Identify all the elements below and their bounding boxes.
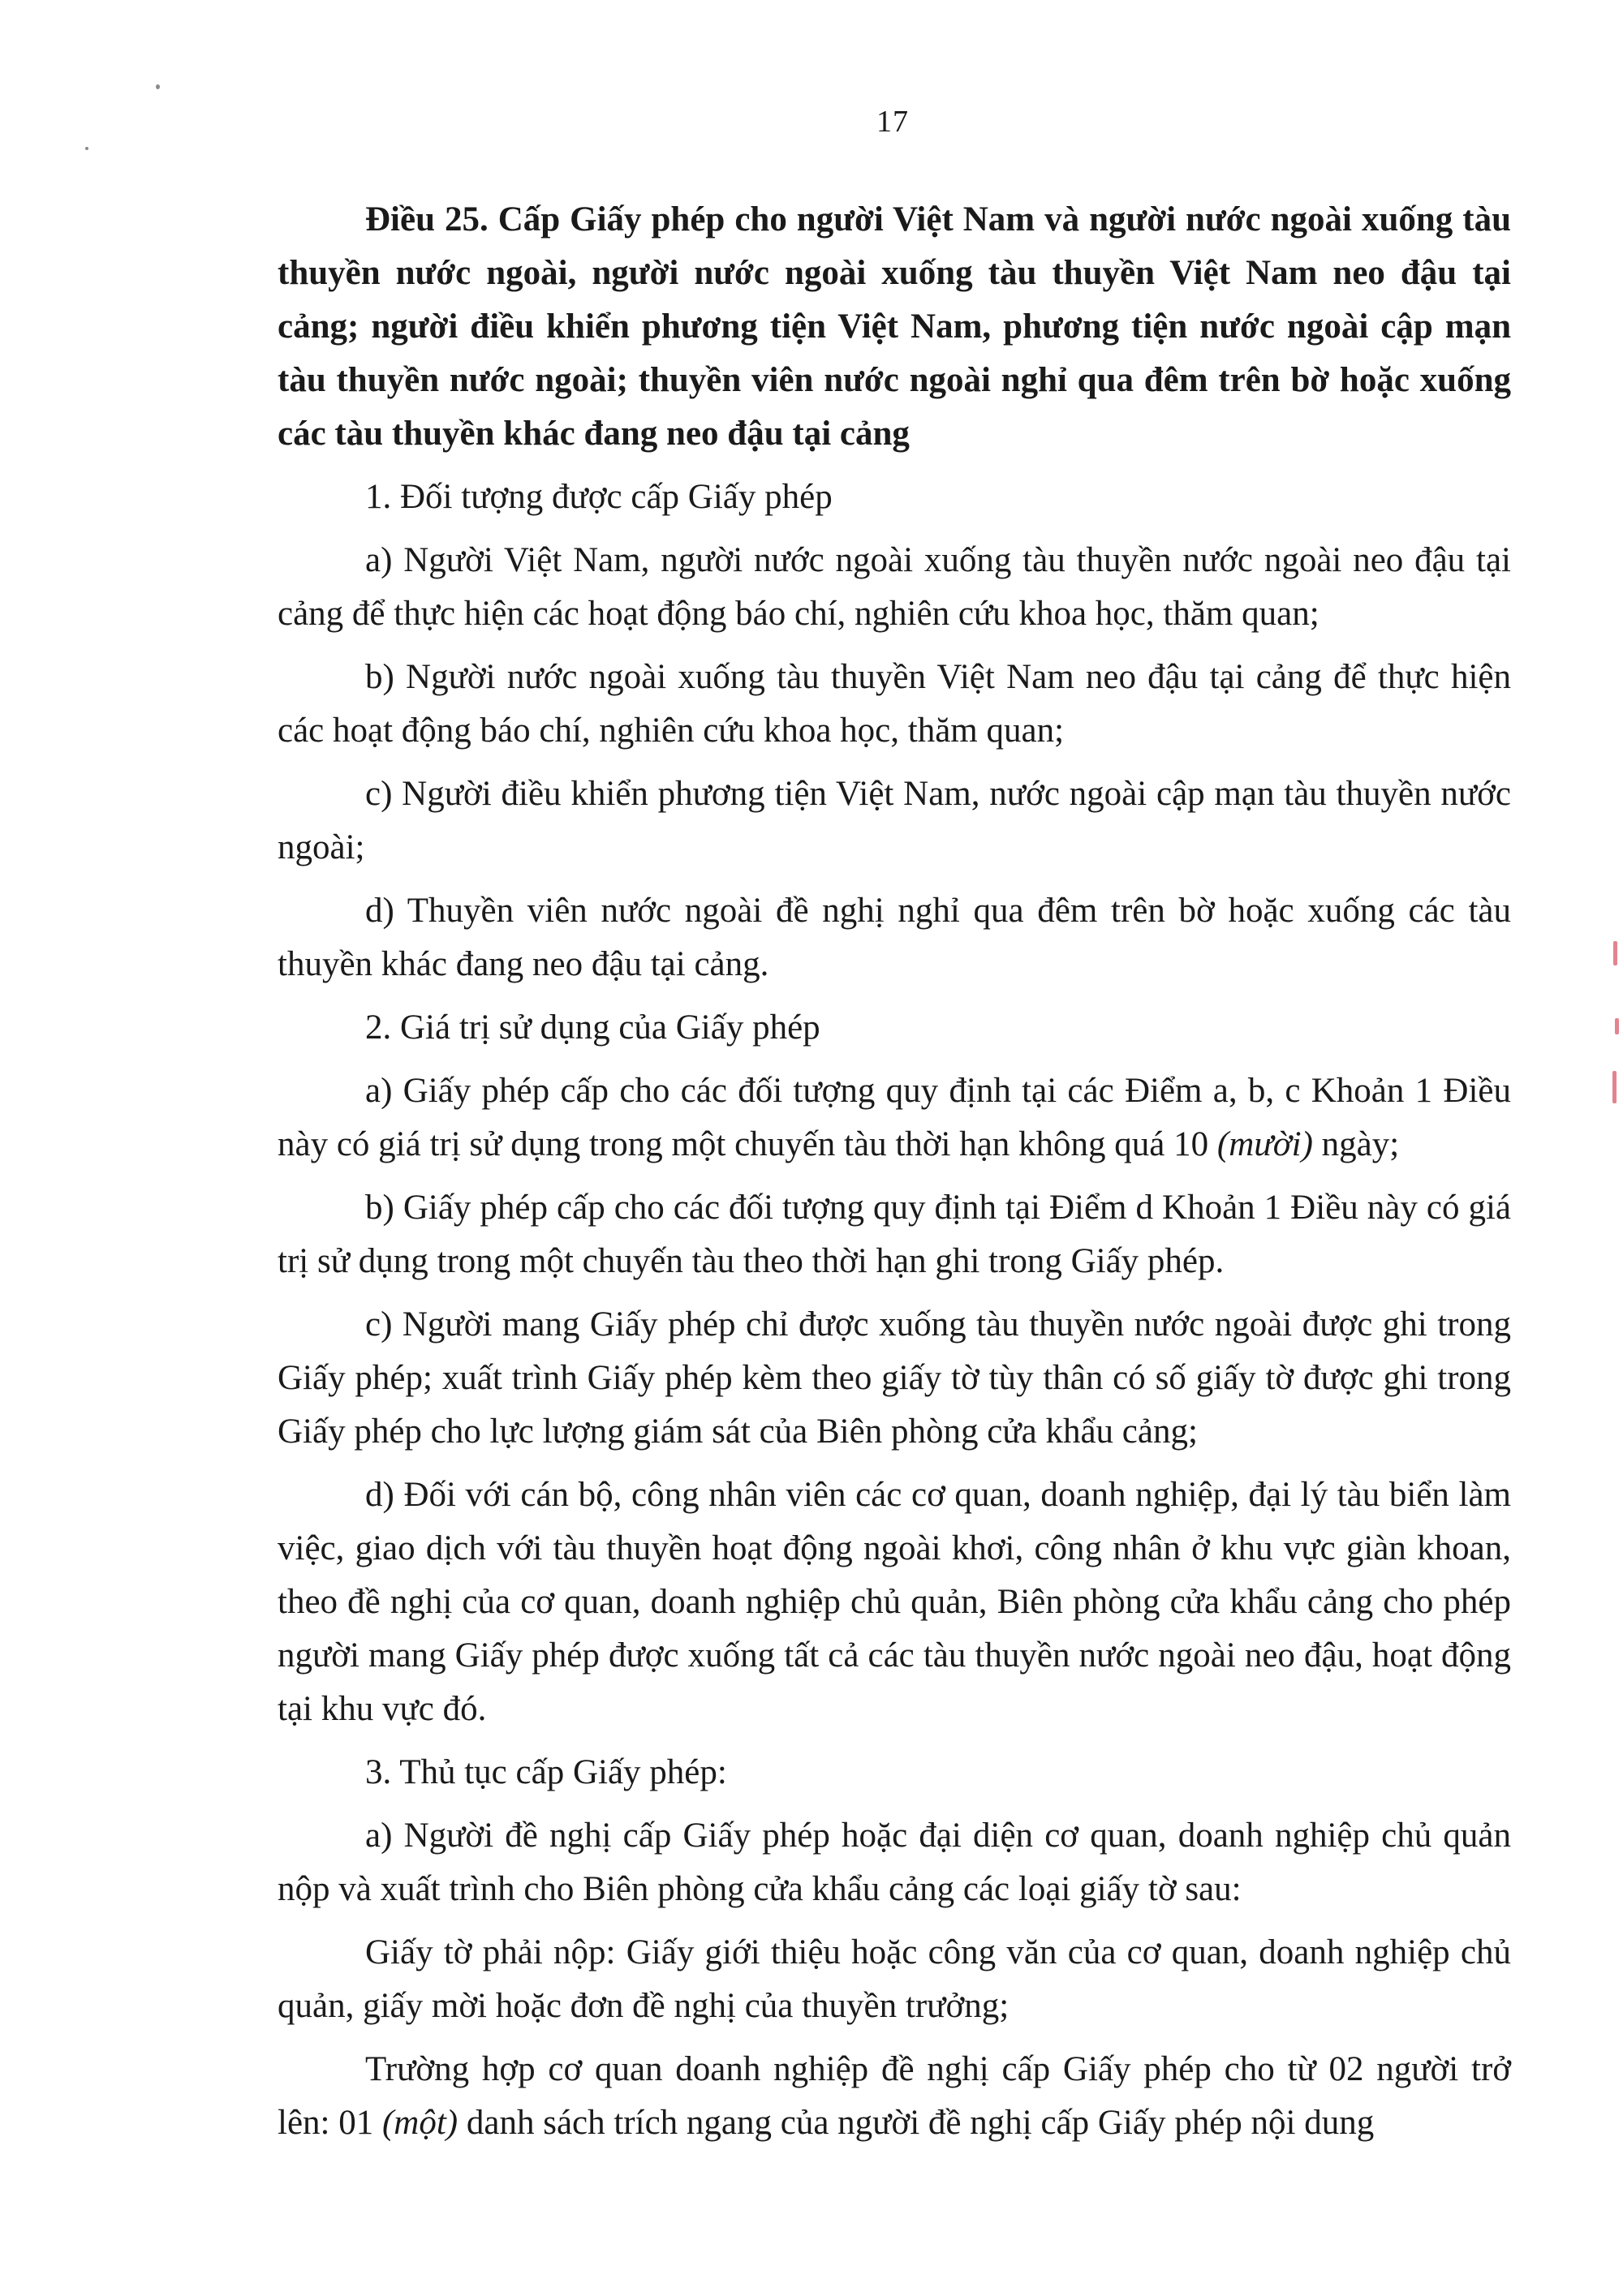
clause-3-point-a: a) Người đề nghị cấp Giấy phép hoặc đại diện cơ quan, doanh nghiệp chủ quản nộp và xuất trình cho Biên phòng cửa khẩu cảng các loại giấy tờ sau:	[278, 1817, 1511, 1908]
clause-1-point-c: c) Người điều khiển phương tiện Việt Nam, nước ngoài cập mạn tàu thuyền nước ngoài;	[278, 775, 1511, 866]
scan-edge-mark	[1615, 1018, 1619, 1034]
clause-2: 2. Giá trị sử dụng của Giấy phép	[365, 1008, 820, 1047]
clause-2-point-d: d) Đối với cán bộ, công nhân viên các cơ quan, doanh nghiệp, đại lý tàu biển làm việc, giao dịch với tàu thuyền hoạt động ngoài khơi, công nhân ở khu vực giàn khoan, theo đề nghị của cơ quan, doanh nghiệp chủ quản, Biên phòng cửa khẩu cảng cho phép người mang Giấy phép được xuống tất cả các tàu thuyền nước ngoài neo đậu, hoạt động tại khu vực đó.	[278, 1476, 1511, 1728]
clause-2-point-c: c) Người mang Giấy phép chỉ được xuống tàu thuyền nước ngoài được ghi trong Giấy phép; xuất trình Giấy phép kèm theo giấy tờ tùy thân có số giấy tờ được ghi trong Giấy phép cho lực lượng giám sát của Biên phòng cửa khẩu cảng;	[278, 1305, 1511, 1451]
clause-1-point-a: a) Người Việt Nam, người nước ngoài xuống tàu thuyền nước ngoài neo đậu tại cảng để thực hiện các hoạt động báo chí, nghiên cứu khoa học, thăm quan;	[278, 541, 1511, 633]
page-number: 17	[876, 105, 909, 139]
clause-3: 3. Thủ tục cấp Giấy phép:	[365, 1753, 727, 1791]
clause-3-multiple-persons-case: Trường hợp cơ quan doanh nghiệp đề nghị cấp Giấy phép cho từ 02 người trở lên: 01 (một) danh sách trích ngang của người đề nghị cấp Giấy phép nội dung	[278, 2050, 1511, 2142]
clause-2-point-a: a) Giấy phép cấp cho các đối tượng quy định tại các Điểm a, b, c Khoản 1 Điều này có giá trị sử dụng trong một chuyến tàu thời hạn không quá 10 (mười) ngày;	[278, 1072, 1511, 1163]
clause-1: 1. Đối tượng được cấp Giấy phép	[365, 478, 833, 516]
scan-edge-mark	[1613, 941, 1617, 965]
article-title: Điều 25. Cấp Giấy phép cho người Việt Nam và người nước ngoài xuống tàu thuyền nước ngoài, người nước ngoài xuống tàu thuyền Việt Nam neo đậu tại cảng; người điều khiển phương tiện Việt Nam, phương tiện nước ngoài cập mạn tàu thuyền nước ngoài; thuyền viên nước ngoài nghỉ qua đêm trên bờ hoặc xuống các tàu thuyền khác đang neo đậu tại cảng	[278, 200, 1511, 453]
scan-speck	[85, 147, 88, 150]
clause-1-point-b: b) Người nước ngoài xuống tàu thuyền Việt Nam neo đậu tại cảng để thực hiện các hoạt động báo chí, nghiên cứu khoa học, thăm quan;	[278, 658, 1511, 750]
scan-speck	[156, 84, 160, 89]
clause-1-point-d: d) Thuyền viên nước ngoài đề nghị nghỉ qua đêm trên bờ hoặc xuống các tàu thuyền khác đang neo đậu tại cảng.	[278, 892, 1511, 983]
document-body	[278, 193, 1511, 2150]
scan-edge-mark	[1612, 1071, 1617, 1103]
clause-2-point-b: b) Giấy phép cấp cho các đối tượng quy định tại Điểm d Khoản 1 Điều này có giá trị sử dụng trong một chuyến tàu theo thời hạn ghi trong Giấy phép.	[278, 1189, 1511, 1280]
clause-3-required-documents: Giấy tờ phải nộp: Giấy giới thiệu hoặc công văn của cơ quan, doanh nghiệp chủ quản, giấy mời hoặc đơn đề nghị của thuyền trưởng;	[278, 1933, 1511, 2025]
article-heading	[278, 193, 1511, 461]
